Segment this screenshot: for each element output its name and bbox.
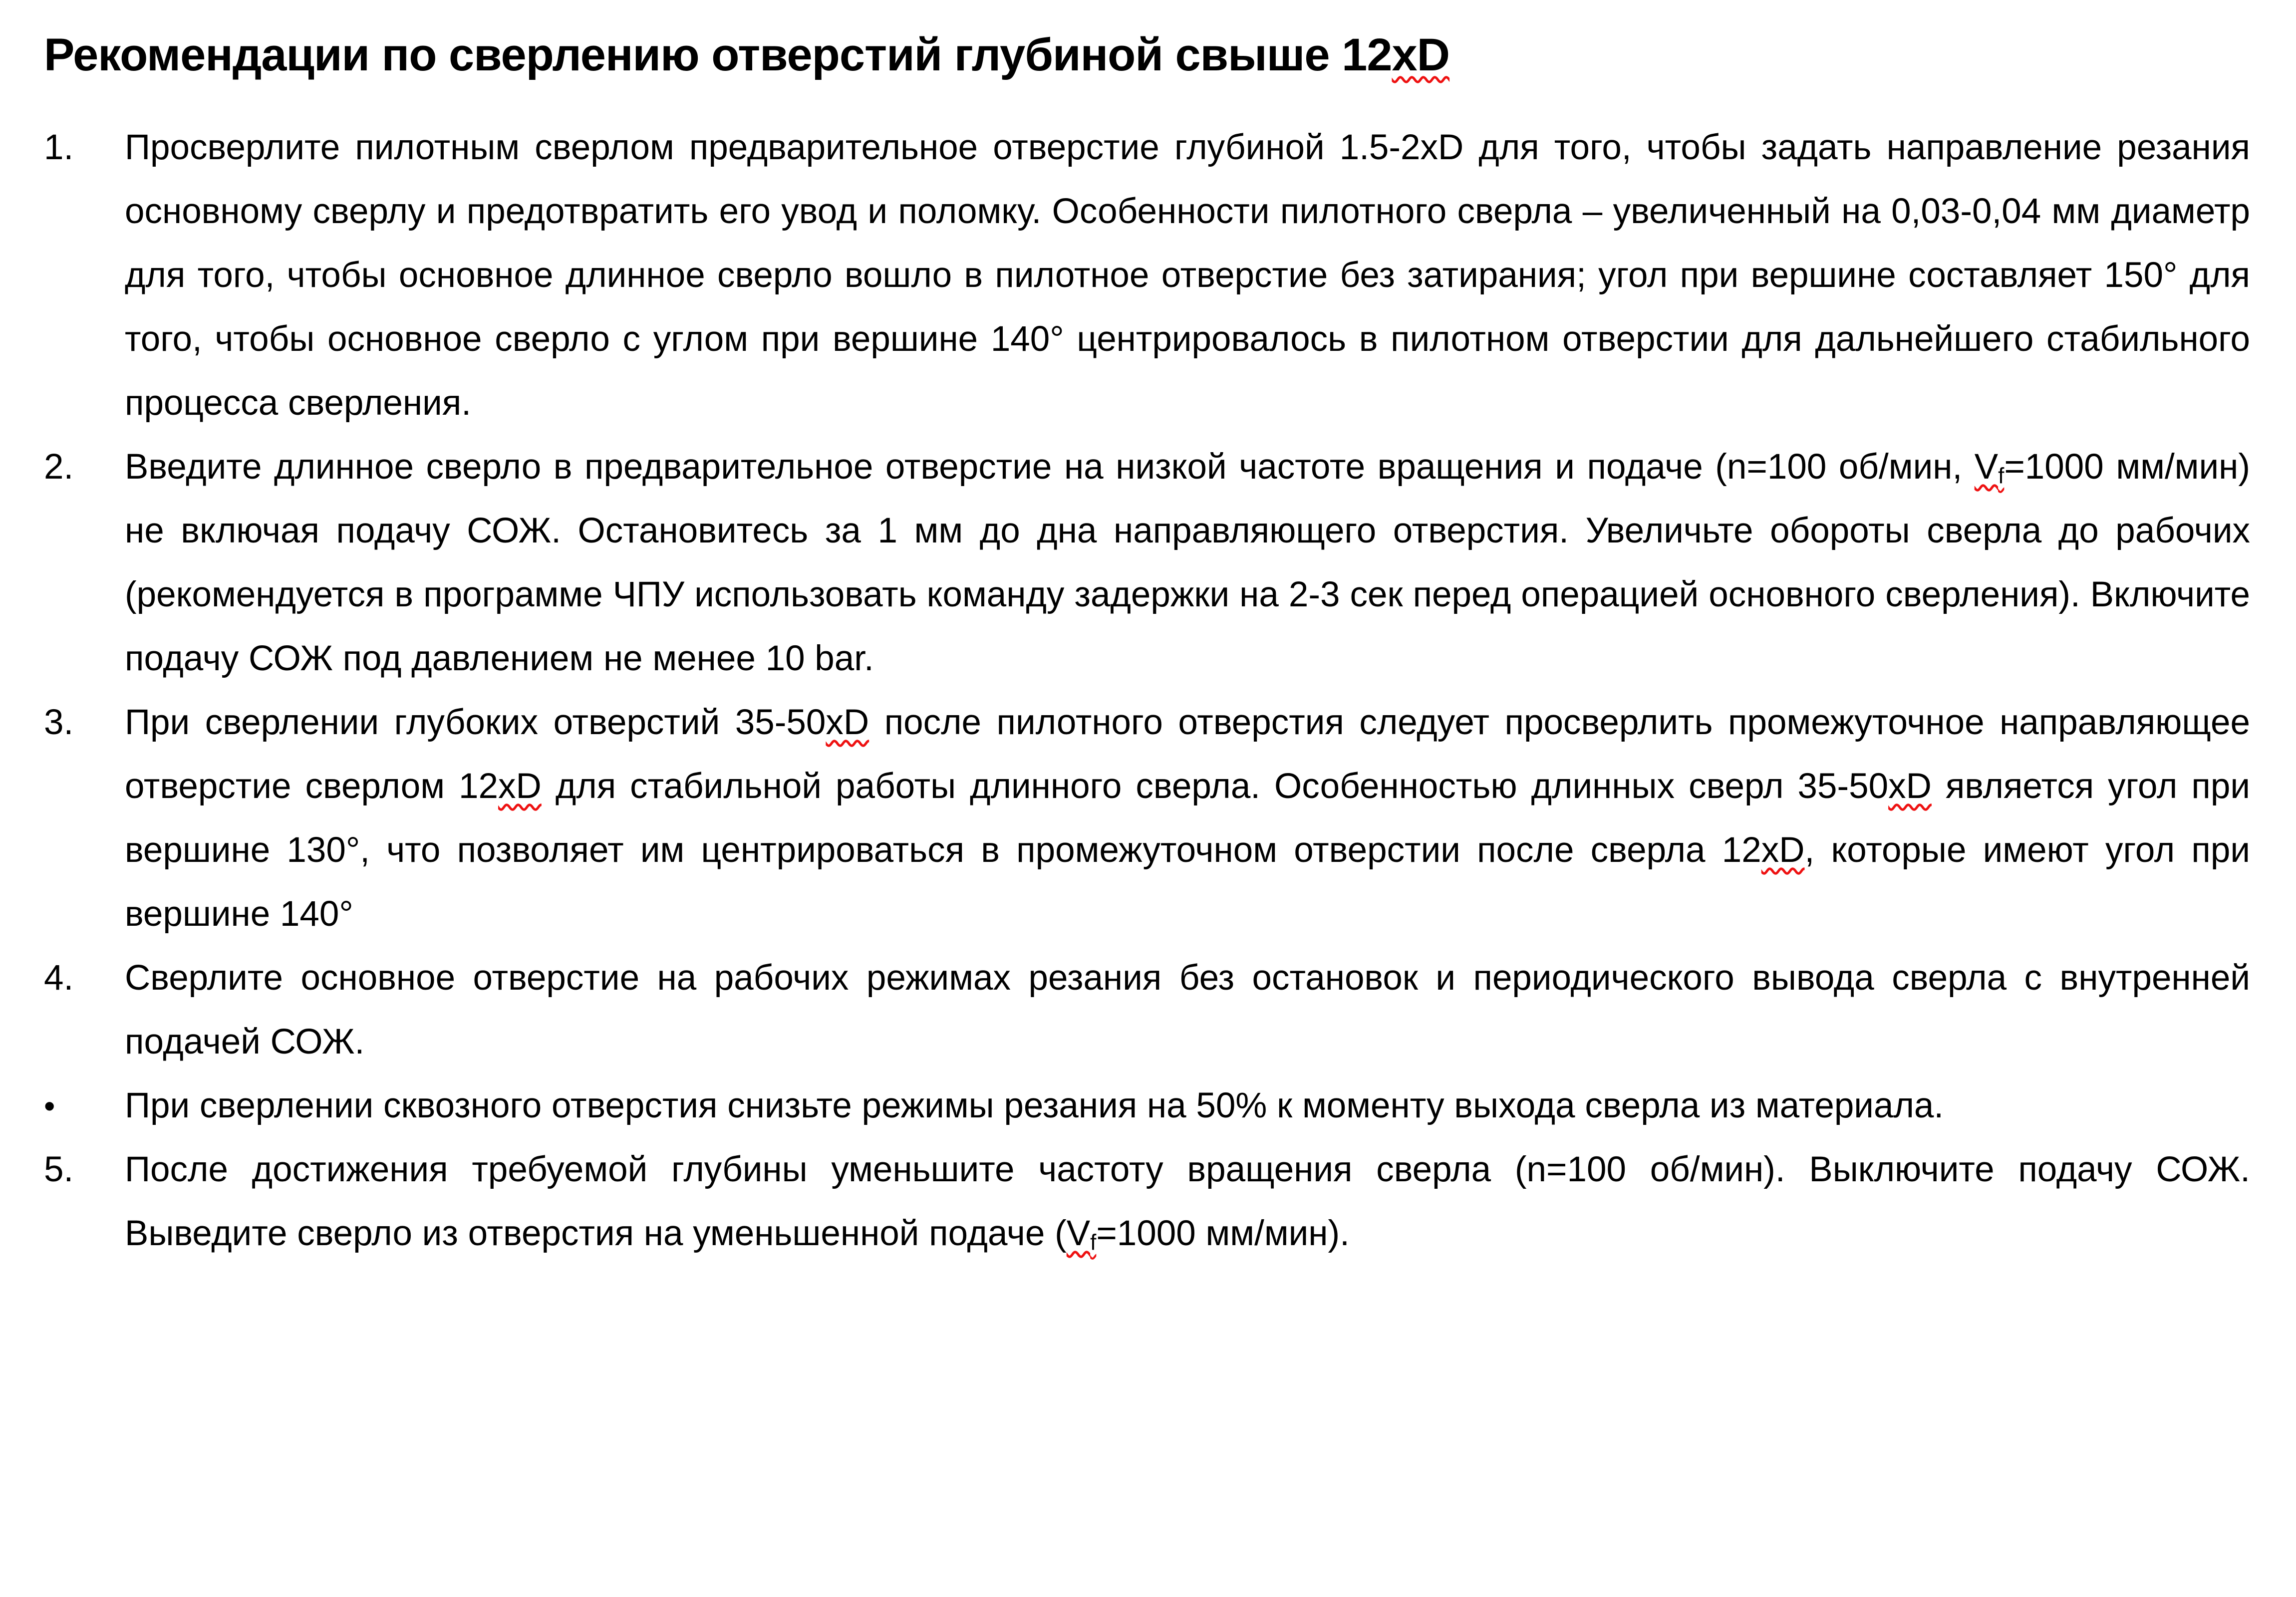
text-run: При сверлении сквозного отверстия снизьте режимы резания на 50% к моменту выхода сверла из материала.: [125, 1086, 1944, 1125]
text-run: =1000 мм/мин) не включая подачу СОЖ. Остановитесь за 1 мм до дна направляющего отверстия. Увеличьте обороты сверла до рабочих (рекомендуется в программе ЧПУ использовать команду задержки на 2-3 сек перед операцией основного сверления). Включите подачу СОЖ под давлением не менее 10 bar.: [125, 447, 2250, 678]
text-run: , которые имеют угол при вершине 140°: [125, 830, 2251, 934]
spellcheck-underlined-text: xD: [1761, 830, 1805, 870]
list-item-bullet: •: [44, 1088, 55, 1124]
spellcheck-underlined-text: xD: [498, 767, 542, 806]
list-item-number: 3.: [44, 703, 74, 742]
list-item-text: [125, 703, 2250, 934]
text-run: для стабильной работы длинного сверла. Особенностью длинных сверл 35-50: [541, 767, 1889, 806]
list-item-text: [125, 128, 2250, 423]
list-item-number: 2.: [44, 447, 74, 487]
document-title: [44, 22, 2250, 88]
text-run: после пилотного отверстия следует просверлить промежуточное направляющее отверстие сверлом 12: [125, 703, 2251, 806]
text-run: Введите длинное сверло в предварительное отверстие на низкой частоте вращения и подаче (n=100 об/мин,: [125, 447, 1975, 487]
text-run: Просверлите пилотным сверлом предварительное отверстие глубиной 1.5-2xD для того, чтобы задать направление резания основному сверлу и предотвратить его увод и поломку. Особенности пилотного сверла – увеличенный на 0,03-0,04 мм диаметр для того, чтобы основное длинное сверло вошло в пилотное отверстие без затирания; угол при вершине составляет 150° для того, чтобы основное сверло с углом при вершине 140° центрировалось в пилотном отверстии для дальнейшего стабильного процесса сверления.: [125, 128, 2250, 423]
list-item-text: [125, 958, 2250, 1062]
list-item: [44, 435, 2250, 691]
text-run: Сверлите основное отверстие на рабочих режимах резания без остановок и периодического вывода сверла с внутренней подачей СОЖ.: [125, 958, 2250, 1062]
spellcheck-underlined-text: xD: [1392, 29, 1450, 80]
spellcheck-underlined-text: xD: [826, 703, 869, 742]
list-item-text: [125, 447, 2250, 678]
recommendations-list: [44, 116, 2250, 1266]
spellcheck-underlined-text: f: [1090, 1230, 1097, 1255]
text-run: После достижения требуемой глубины уменьшите частоту вращения сверла (n=100 об/мин). Выключите подачу СОЖ. Выведите сверло из отверстия на уменьшенной подаче (: [125, 1150, 2250, 1253]
list-item-text: [125, 1150, 2250, 1253]
list-item: [44, 1138, 2250, 1266]
text-run: Рекомендации по сверлению отверстий глубиной свыше 12: [44, 29, 1392, 80]
spellcheck-underlined-text: xD: [1888, 767, 1932, 806]
spellcheck-underlined-text: V: [1974, 447, 1999, 487]
text-run: При сверлении глубоких отверстий 35-50: [125, 703, 826, 742]
spellcheck-underlined-text: V: [1066, 1214, 1091, 1253]
list-item-number: 4.: [44, 958, 74, 998]
text-run: является угол при вершине 130°, что позволяет им центрироваться в промежуточном отверстии после сверла 12: [125, 767, 2250, 870]
list-item: [44, 116, 2250, 435]
list-item: [44, 691, 2250, 946]
list-item: [44, 946, 2250, 1074]
list-item-text: [125, 1086, 1944, 1125]
list-item-number: 5.: [44, 1150, 74, 1189]
list-item-number: 1.: [44, 128, 74, 167]
spellcheck-underlined-text: f: [1998, 464, 2005, 489]
text-run: =1000 мм/мин).: [1096, 1214, 1350, 1253]
list-item: [44, 1074, 2250, 1138]
